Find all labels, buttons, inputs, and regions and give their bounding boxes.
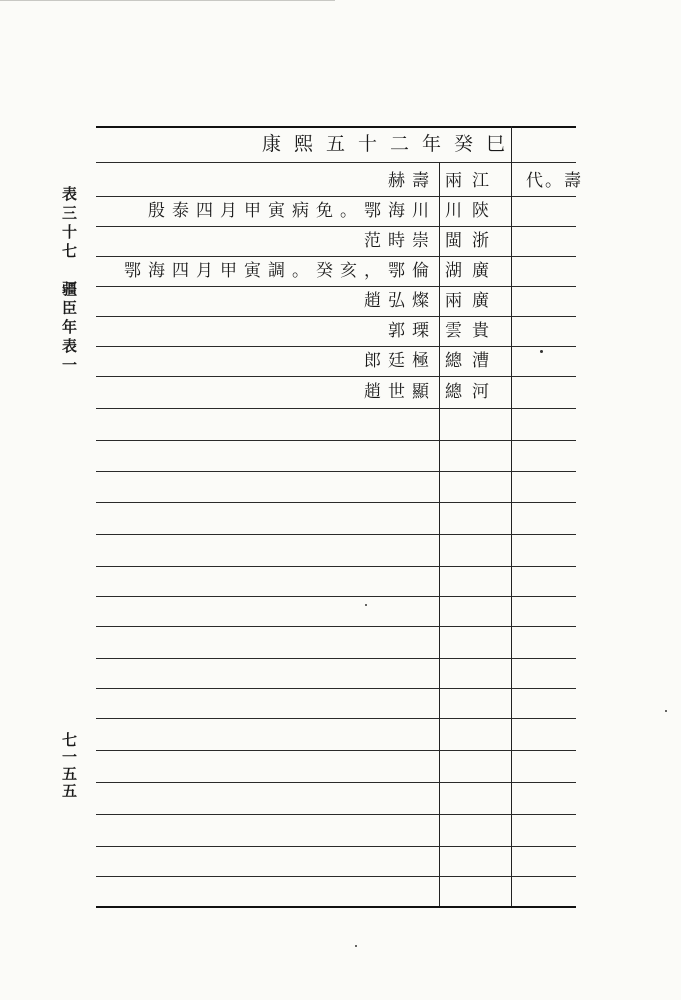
row-rule: [96, 502, 576, 503]
row-rule: [96, 440, 576, 441]
table-top-rule: [96, 126, 576, 128]
entry-yungui: 郭瑮: [388, 321, 436, 341]
ink-speck: [355, 945, 357, 947]
row-rule: [96, 658, 576, 659]
top-edge-rule: [0, 0, 335, 1]
row-rule: [96, 750, 576, 751]
ink-speck: [540, 350, 543, 353]
entry-minzhe: 范時崇: [364, 231, 436, 251]
office-column-left-rule: [439, 162, 440, 906]
table-bottom-rule: [96, 906, 576, 908]
entry-huguang: 鄂海四月甲寅調。癸亥，鄂倫: [124, 261, 436, 281]
row-rule: [96, 471, 576, 472]
governors-table: [96, 126, 583, 908]
office-minzhe: 閩浙: [445, 231, 499, 251]
row-rule: [96, 782, 576, 783]
row-rule: [96, 534, 576, 535]
header-bottom-rule: [96, 162, 576, 163]
office-column-right-rule: [511, 126, 512, 906]
entry-chuanshan: 殷泰四月甲寅病免。鄂海川: [148, 201, 436, 221]
entry-liangguang: 趙弘燦: [364, 291, 436, 311]
row-rule: [96, 408, 576, 409]
row-rule: [96, 814, 576, 815]
row-rule: [96, 876, 576, 877]
entry-zongcao: 郎廷極: [364, 351, 436, 371]
note-liangjiang: 代。壽: [526, 171, 583, 191]
office-liangguang: 兩廣: [445, 291, 499, 311]
office-chuanshan: 川陝: [445, 201, 499, 221]
office-huguang: 湖廣: [445, 261, 499, 281]
row-rule: [96, 626, 576, 627]
row-rule: [96, 566, 576, 567]
header-year: 康熙五十二年癸巳: [261, 133, 518, 155]
row-rule: [96, 688, 576, 689]
office-liangjiang: 兩江: [445, 171, 499, 191]
row-rule: [96, 596, 576, 597]
entry-liangjiang: 赫壽: [388, 171, 436, 191]
row-rule: [96, 718, 576, 719]
entry-zonghe: 趙世顯: [364, 382, 436, 402]
office-yungui: 雲貴: [445, 321, 499, 341]
margin-page-number: 七一五五: [60, 732, 78, 800]
ink-speck: [365, 604, 367, 606]
ink-speck: [665, 710, 667, 712]
office-zonghe: 總河: [445, 382, 499, 402]
row-rule: [96, 846, 576, 847]
margin-title: 表三十七 疆臣年表一: [60, 186, 78, 376]
office-zongcao: 總漕: [445, 351, 499, 371]
